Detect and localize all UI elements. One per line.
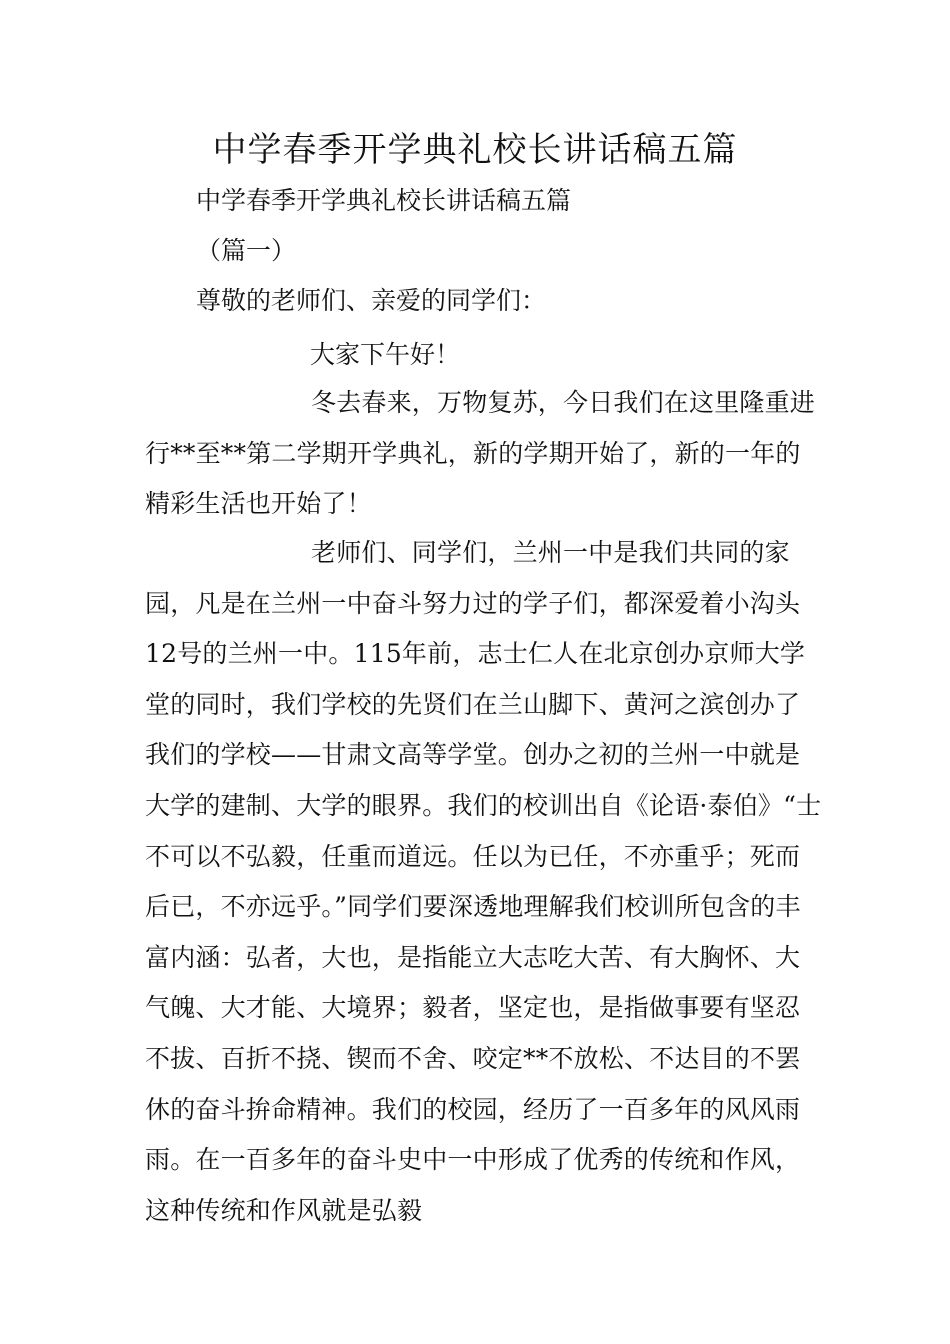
greeting: 大家下午好！ [310, 340, 461, 369]
document-subtitle: 中学春季开学典礼校长讲话稿五篇 [196, 186, 572, 215]
part-label: （篇一） [196, 236, 297, 265]
salutation: 尊敬的老师们、亲爱的同学们： [196, 286, 547, 315]
document-title: 中学春季开学典礼校长讲话稿五篇 [212, 130, 738, 170]
paragraph-1: 冬去春来，万物复苏，今日我们在这里隆重进行**至**第二学期开学典礼，新的学期开始了，新的一年的精彩生活也开始了！ [145, 388, 816, 519]
paragraph-2: 老师们、同学们，兰州一中是我们共同的家园，凡是在兰州一中奋斗努力过的学子们，都深爱着小沟头12号的兰州一中。115年前，志士仁人在北京创办京师大学堂的同时，我们学校的先贤们在兰山脚下、黄河之滨创办了我们的学校——甘肃文高等学堂。创办之初的兰州一中就是大学的建制、大学的眼界。我们的校训出自《论语·泰伯》“士不可以不弘毅，任重而道远。任以为已任，不亦重乎；死而后已，不亦远乎。”同学们要深透地理解我们校训所包含的丰富内涵：弘者，大也，是指能立大志吃大苦、有大胸怀、大气魄、大才能、大境界；毅者，坚定也，是指做事要有坚忍不拔、百折不挠、锲而不舍、咬定**不放松、不达目的不罢休的奋斗拚命精神。我们的校园，经历了一百多年的风风雨雨。在一百多年的奋斗史中一中形成了优秀的传统和作风，这种传统和作风就是弘毅 [145, 538, 822, 1225]
